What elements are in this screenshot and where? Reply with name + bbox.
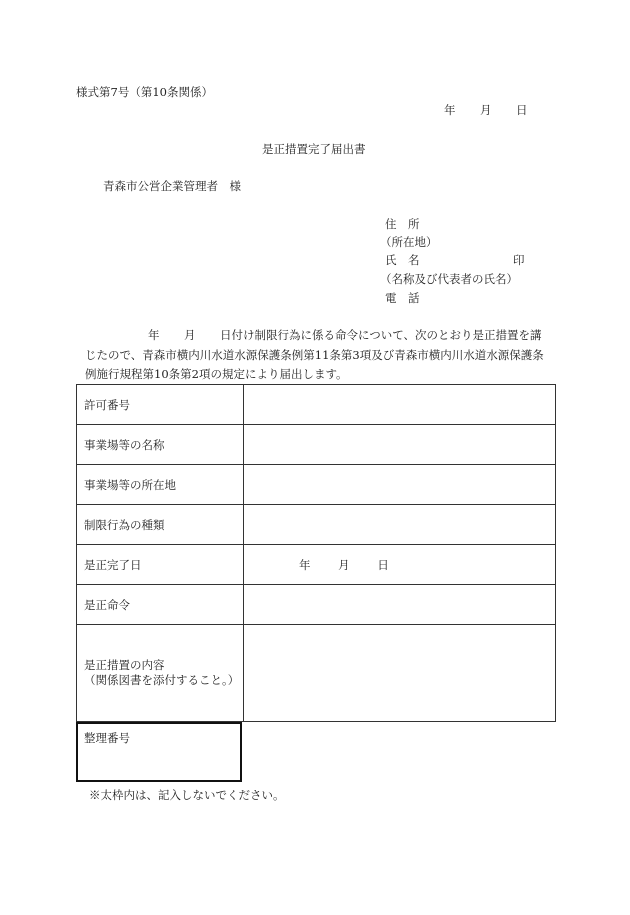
row-label-restricted-act: 制限行為の種類 (77, 505, 244, 545)
table-row (77, 425, 556, 465)
phone-label: 電 話 (385, 291, 420, 305)
completion-date-year: 年 (299, 557, 311, 572)
correction-order-field[interactable] (244, 585, 556, 625)
name-label: 氏 名 (385, 253, 420, 267)
header-date-day: 日 (516, 103, 528, 117)
body-line1-month: 月 (184, 328, 196, 342)
completion-date-month: 月 (338, 557, 350, 572)
row-label-completion-date: 是正完了日 (77, 545, 244, 585)
table-row (77, 625, 556, 722)
body-line2: じたので、青森市横内川水道水源保護条例第11条第3項及び青森市横内川水道水源保護条 (85, 348, 544, 362)
document-title: 是正措置完了届出書 (262, 142, 366, 156)
business-name-field[interactable] (244, 425, 556, 465)
addressee: 青森市公営企業管理者 様 (103, 179, 241, 193)
body-line1-year: 年 (148, 328, 160, 342)
address-label: 住 所 (385, 217, 420, 231)
business-location-field[interactable] (244, 465, 556, 505)
office-use-box (76, 722, 242, 782)
row-label-correction-order: 是正命令 (77, 585, 244, 625)
completion-date-field[interactable] (244, 545, 556, 585)
completion-date-day: 日 (377, 557, 389, 572)
row-label-business-name: 事業場等の名称 (77, 425, 244, 465)
header-date-month: 月 (480, 103, 492, 117)
table-row (77, 385, 556, 425)
corrective-measures-label: 是正措置の内容 (84, 658, 165, 672)
header-date-year: 年 (444, 103, 456, 117)
body-line1-rest: 日付け制限行為に係る命令について、次のとおり是正措置を講 (220, 328, 542, 342)
table-row (77, 545, 556, 585)
table-row (77, 465, 556, 505)
body-line3: 例施行規程第10条第2項の規定により届出します。 (85, 367, 348, 381)
restricted-act-field[interactable] (244, 505, 556, 545)
name-note: （名称及び代表者の氏名） (380, 272, 518, 286)
corrective-measures-field[interactable] (244, 625, 556, 722)
row-label-business-location: 事業場等の所在地 (77, 465, 244, 505)
seal-label: 印 (513, 253, 525, 267)
row-label-permit-number: 許可番号 (77, 385, 244, 425)
permit-number-field[interactable] (244, 385, 556, 425)
form-number: 様式第7号（第10条関係） (76, 85, 213, 99)
footnote: ※太枠内は、記入しないでください。 (89, 788, 285, 802)
table-row (77, 505, 556, 545)
corrective-measures-note: （関係図書を添付すること。） (84, 673, 240, 687)
table-row (77, 585, 556, 625)
location-label: （所在地） (380, 235, 438, 249)
row-label-corrective-measures (77, 625, 244, 722)
notification-table (76, 384, 556, 722)
reference-number-label: 整理番号 (84, 731, 130, 745)
